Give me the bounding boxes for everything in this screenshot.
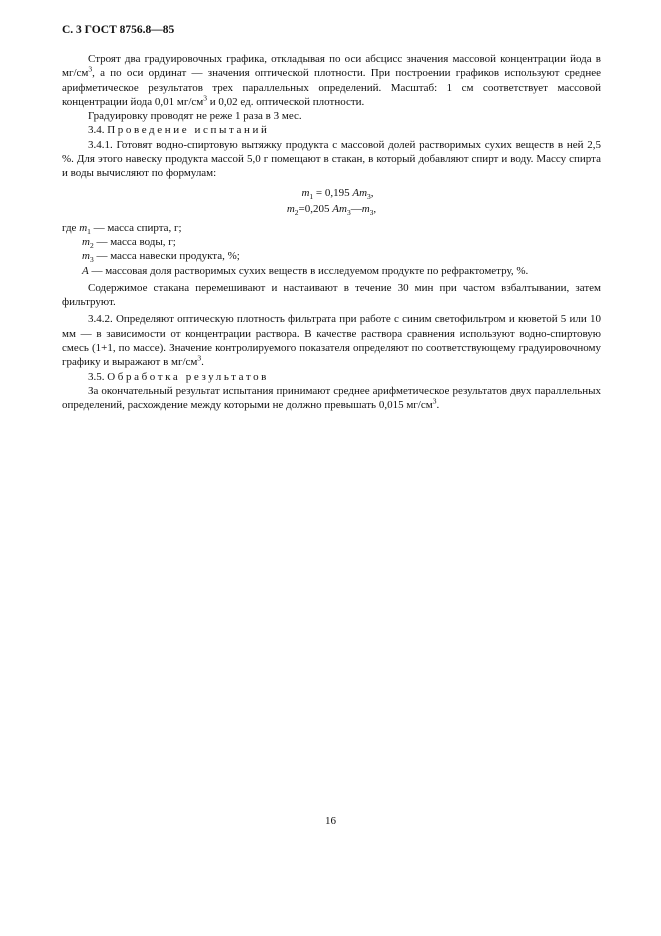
legend-symbol: m xyxy=(79,221,88,234)
formula-m1-rhs-sub: 3 xyxy=(367,191,371,201)
p35-sup: 3 xyxy=(432,396,437,406)
formula-m1-lhs: m xyxy=(301,186,310,199)
p342-text-b: . xyxy=(201,356,204,369)
p1-text-a: Строят два градуировочных графика, откладывая по оси абсцисс значения массовой концентрации йода в мг/см xyxy=(62,53,601,80)
paragraph-3-4-2 xyxy=(62,312,601,369)
paragraph-calibration-graphs xyxy=(62,52,601,109)
legend-item-a xyxy=(82,264,601,278)
legend-symbol-sub: 3 xyxy=(89,255,94,265)
formula-m2-tail: , xyxy=(373,202,377,215)
section-heading-3-5 xyxy=(88,370,601,384)
paragraph-mixing: Содержимое стакана перемешивают и настаивают в течение 30 мин при частом взбалтывании, затем фильтруют. xyxy=(62,281,601,309)
page-number: 16 xyxy=(325,815,336,827)
section-title: Обработка результатов xyxy=(107,370,269,383)
formula-m1 xyxy=(62,185,601,201)
formula-m2-rhs: Am xyxy=(332,202,347,215)
formula-m1-eq: = 0,195 xyxy=(313,186,353,199)
legend-item-m1 xyxy=(62,221,601,235)
formula-m2-lhs-sub: 2 xyxy=(294,207,299,217)
formula-m2-var: m xyxy=(361,202,370,215)
legend-text: — массовая доля растворимых сухих веществ в исследуемом продукте по рефрактометру, %. xyxy=(88,264,529,277)
formula-m2-rhs-sub: 3 xyxy=(346,207,351,217)
legend-symbol-sub: 2 xyxy=(89,241,94,251)
formula-m2-lhs: m xyxy=(286,202,295,215)
page-header: С. 3 ГОСТ 8756.8—85 xyxy=(62,24,175,36)
section-number: 3.5. xyxy=(88,370,105,383)
formula-m2-eq: =0,205 xyxy=(298,202,333,215)
legend-prefix: где xyxy=(62,221,80,234)
legend-item-m2 xyxy=(82,235,601,249)
legend-symbol: A xyxy=(82,264,89,277)
legend-item-m3 xyxy=(82,249,601,263)
formula-m2-var-sub: 3 xyxy=(369,207,374,217)
p1-text-c: и 0,02 ед. оптической плотности. xyxy=(206,95,365,108)
p342-sup: 3 xyxy=(197,353,202,363)
paragraph-3-5 xyxy=(62,384,601,413)
document-page xyxy=(62,24,601,413)
p342-text-a: 3.4.2. Определяют оптическую плотность фильтрата при работе с синим светофильтром и кюветой 5 или 10 мм — в зависимости от концентрации раствора. В качестве раствора сравнения используют водно-спиртовую смесь (1+1, по массе). Значение контролируемого показателя определяют по соответствующему градуировочному графику и выражают в мг/см xyxy=(62,313,601,369)
section-title: Проведение испытаний xyxy=(107,124,270,137)
legend-text: — масса навески продукта, %; xyxy=(93,250,240,263)
legend-symbol: m xyxy=(82,250,90,263)
p1-sup-b: 3 xyxy=(203,93,207,103)
paragraph-calibration-frequency: Градуировку проводят не реже 1 раза в 3 мес. xyxy=(88,110,302,123)
legend-text: — масса воды, г; xyxy=(93,235,176,248)
formula-m1-lhs-sub: 1 xyxy=(309,191,314,201)
formula-legend xyxy=(62,221,601,278)
p35-text-b: . xyxy=(436,399,440,412)
formula-m1-tail: , xyxy=(370,186,374,199)
legend-text: — масса спирта, г; xyxy=(90,221,182,234)
formula-m2 xyxy=(62,201,601,217)
p35-text-a: За окончательный результат испытания принимают среднее арифметическое результатов двух параллельных определений, расхождение между которыми не должно превышать 0,015 мг/см xyxy=(62,384,601,412)
legend-symbol: m xyxy=(82,235,90,248)
p1-sup-a: 3 xyxy=(88,64,93,74)
p1-text-b: , а по оси ординат — значения оптической плотности. При построении графиков используют среднее арифметическое результатов трех параллельных определений. Масштаб: 1 см соответствует массовой концентрации йода 0,01 мг/см xyxy=(62,67,601,108)
formula-m1-rhs: Am xyxy=(352,186,368,199)
formula-m2-minus: — xyxy=(350,202,362,215)
section-heading-3-4 xyxy=(88,123,601,137)
legend-symbol-sub: 1 xyxy=(87,226,91,236)
section-number: 3.4. xyxy=(88,124,105,137)
paragraph-3-4-1: 3.4.1. Готовят водно-спиртовую вытяжку продукта с массовой долей растворимых сухих веществ в ней 2,5 %. Для этого навеску продукта массой 5,0 г помещают в стакан, в который добавляют спирт и воду. Массу спирта и воды вычисляют по формулам: xyxy=(62,138,601,180)
